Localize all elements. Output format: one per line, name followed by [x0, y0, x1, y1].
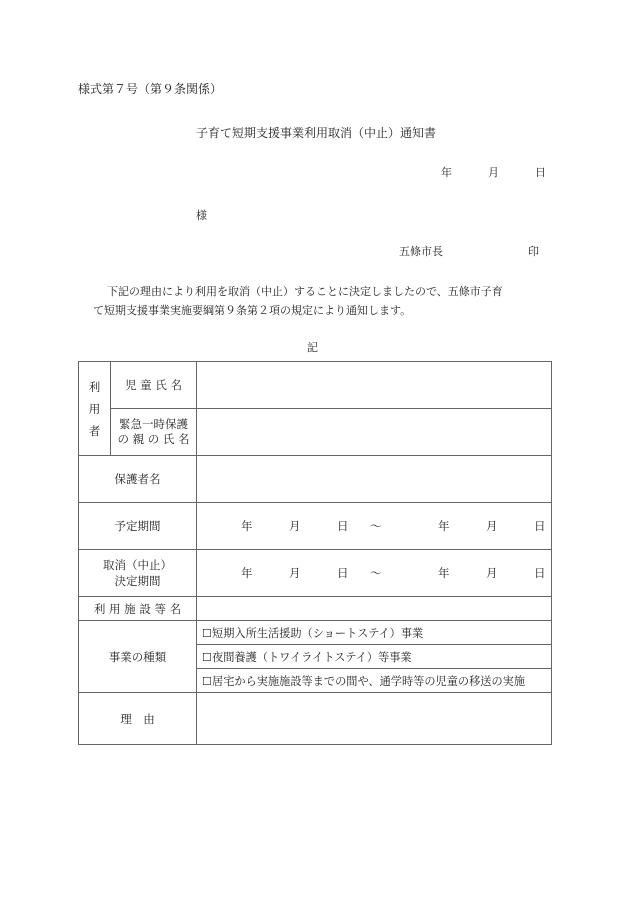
planned-period-field[interactable] — [197, 503, 552, 550]
notice-table — [78, 361, 552, 745]
start-day: 日 — [337, 519, 349, 533]
start-year: 年 — [241, 519, 253, 533]
service-type-label: 事業の種類 — [79, 621, 197, 693]
emergency-parent-label-line-1: 緊急一時保護 — [119, 417, 188, 431]
start-year: 年 — [241, 566, 253, 580]
document-title: 子育て短期支援事業利用取消（中止）通知書 — [196, 126, 437, 140]
form-number: 様式第７号（第９条関係） — [78, 82, 223, 96]
start-day: 日 — [337, 566, 349, 580]
emergency-parent-field[interactable] — [197, 409, 552, 456]
child-name-label: 児 童 氏 名 — [111, 362, 197, 409]
table-row — [79, 621, 552, 645]
user-group-char: 者 — [88, 423, 101, 438]
cancel-period-label-line-1: 取消（中止） — [103, 558, 172, 572]
user-group-header — [79, 362, 111, 456]
issuer-name: 五條市長 — [399, 245, 443, 258]
ki-heading: 記 — [307, 341, 318, 354]
guardian-field[interactable] — [197, 456, 552, 503]
issuer-seal: 印 — [528, 245, 539, 258]
service-option-twilight-stay[interactable]: ☐夜間養護（トワイライトステイ）等事業 — [197, 645, 552, 669]
addressee-suffix: 様 — [196, 209, 207, 222]
emergency-parent-label-line-2: の 親 の 氏 名 — [117, 432, 190, 446]
guardian-label: 保護者名 — [79, 456, 197, 503]
end-year: 年 — [438, 519, 450, 533]
start-month: 月 — [289, 566, 301, 580]
range-tilde: ～ — [370, 566, 382, 580]
table-row — [79, 550, 552, 597]
end-day: 日 — [534, 519, 546, 533]
facility-label: 利 用 施 設 等 名 — [79, 597, 197, 621]
reason-field[interactable] — [197, 693, 552, 745]
end-day: 日 — [534, 566, 546, 580]
cancel-period-field[interactable] — [197, 550, 552, 597]
table-row — [79, 409, 552, 456]
issue-date-day: 日 — [535, 166, 546, 179]
table-row — [79, 597, 552, 621]
table-row — [79, 503, 552, 550]
start-month: 月 — [289, 519, 301, 533]
end-year: 年 — [438, 566, 450, 580]
table-row — [79, 456, 552, 503]
range-tilde: ～ — [370, 519, 382, 533]
facility-field[interactable] — [197, 597, 552, 621]
child-name-field[interactable] — [197, 362, 552, 409]
user-group-char: 利 — [88, 379, 101, 394]
end-month: 月 — [486, 519, 498, 533]
cancel-period-label-line-2: 決定期間 — [114, 574, 161, 588]
issue-date-year: 年 — [441, 166, 452, 179]
cancel-period-label — [79, 550, 197, 597]
planned-period-label: 予定期間 — [79, 503, 197, 550]
emergency-parent-label — [111, 409, 197, 456]
issue-date-month: 月 — [488, 166, 499, 179]
service-option-short-stay[interactable]: ☐短期入所生活援助（ショートステイ）事業 — [197, 621, 552, 645]
reason-label: 理 由 — [79, 693, 197, 745]
user-group-char: 用 — [88, 401, 101, 416]
service-option-transport[interactable]: ☐居宅から実施施設等までの間や、通学時等の児童の移送の実施 — [197, 669, 552, 693]
table-row — [79, 362, 552, 409]
body-text-line-1: 下記の理由により利用を取消（中止）することに決定しましたので、五條市子育 — [107, 285, 503, 298]
table-row — [79, 693, 552, 745]
body-text-line-2: て短期支援事業実施要綱第９条第２項の規定により通知します。 — [93, 304, 412, 317]
end-month: 月 — [486, 566, 498, 580]
